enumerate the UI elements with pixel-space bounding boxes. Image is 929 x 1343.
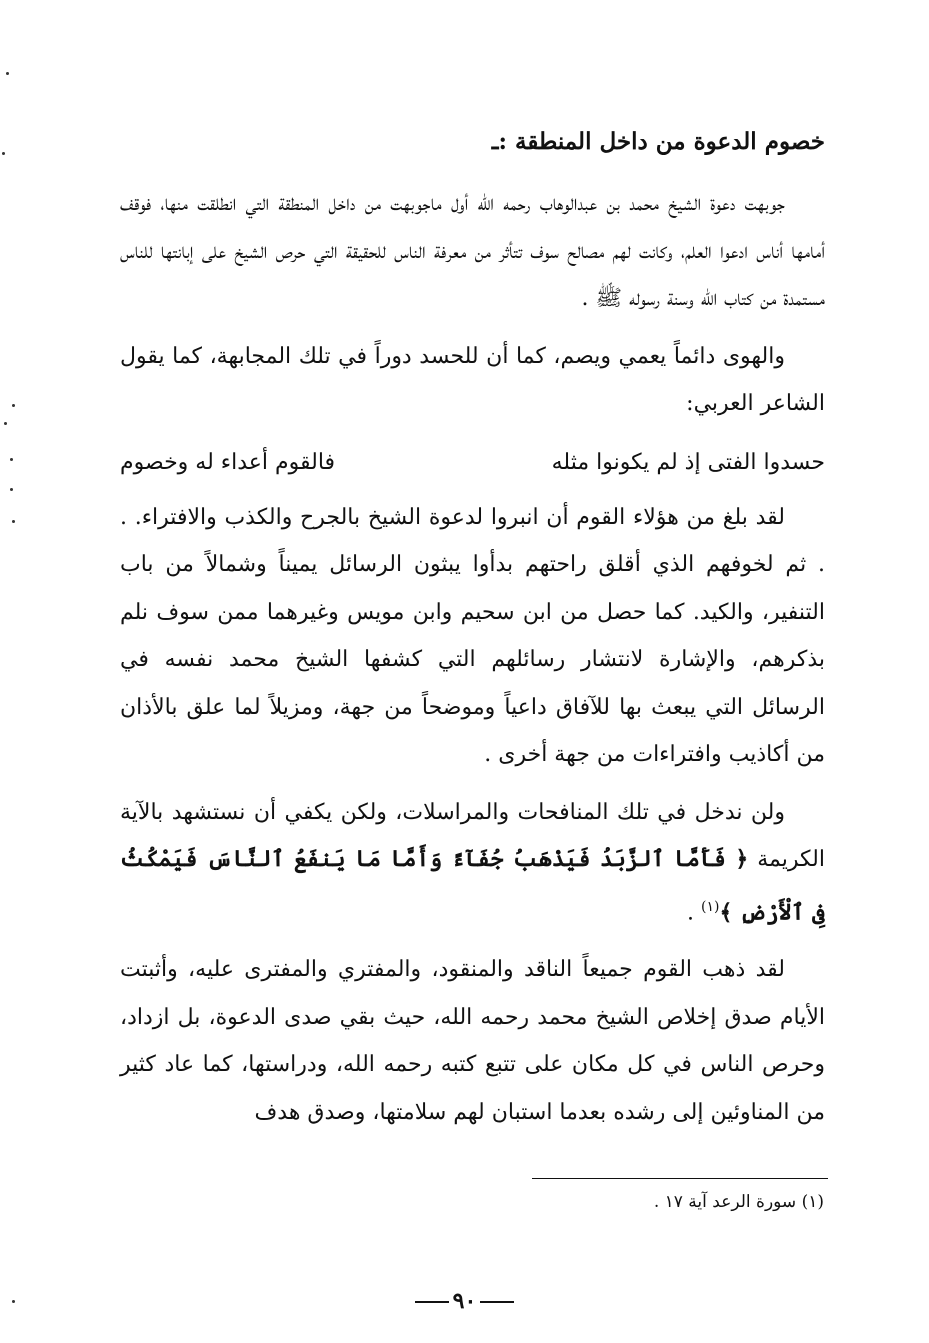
footnote-reference: (١): [700, 898, 720, 915]
quran-after-text: .: [686, 899, 694, 925]
paragraph-3: لقد بلغ من هؤلاء القوم أن انبروا لدعوة الشيخ بالجرح والكذب والافتراء. . . ثم لخوفهم الذي أقلق راحتهم بدأوا يبثون الرسائل يميناً وشمالاً من باب التنفير، والكيد. كما حصل من ابن سحيم وابن مويس وغيرهما ممن سوف نلم بذكرهم، والإشارة لانتشار رسائلهم التي كشفها الشيخ محمد نفسه في الرسائل التي يبعث بها للآفاق داعياً وموضحاً من جهة، ومزيلاً لما علق بالأذان من أكاذيب وافتراءات من جهة أخرى .: [120, 504, 825, 767]
footnote: (١) سورة الرعد آية ١٧ .: [653, 1192, 824, 1212]
page-number-dash-right: [415, 1301, 449, 1303]
verse-second-hemistich: فالقوم أعداء له وخصوم: [120, 449, 336, 475]
verse-first-hemistich: حسدوا الفتى إذ لم يكونوا مثله: [551, 449, 825, 475]
section-heading: خصوم الدعوة من داخل المنطقة :ـ: [491, 128, 825, 155]
page-number: [0, 1288, 929, 1314]
paragraph-final: لقد ذهب القوم جميعاً الناقد والمنقود، والمفتري والمفترى عليه، وأثبتت الأيام صدق إخلاص الشيخ محمد رحمه الله، حيث بقي صدى الدعوة، بل ازداد، وحرص الناس في كل مكان على تتبع كتبه رحمه الله، ودراستها، كما عاد كثير من المناوئين إلى رشده بعدما استبان لهم سلامتها، وصدق هدف: [120, 957, 825, 1125]
page-number-value: ٩٠: [452, 1288, 477, 1314]
footnote-divider: [532, 1178, 828, 1179]
paragraph-2: والهوى دائماً يعمي ويصم، كما أن للحسد دوراً في تلك المجابهة، كما يقول الشاعر العربي:: [120, 343, 825, 416]
quran-intro-text: ولن ندخل في تلك المنافحات والمراسلات، ولكن يكفي أن نستشهد بالآية الكريمة: [120, 799, 825, 872]
paragraph-1: جوبهت دعوة الشيخ محمد بن عبدالوهاب رحمه الله أول ماجوبهت من داخل المنطقة التي انطلقت منها، فوقف أمامها أناس ادعوا العلم، وكانت لهم مصالح سوف تتأثر من معرفة الناس للحقيقة التي حرص الشيخ على إبانتها للناس مستمدة من كتاب الله وسنة رسوله ﷺ .: [120, 191, 825, 311]
paragraph-quran: [120, 789, 825, 937]
quran-ayah: ﴿ فَأَمَّا ٱلزَّبَدُ فَيَذْهَبُ جُفَآءً وَأَمَّا مَا يَنفَعُ ٱلنَّاسَ فَيَمْكُثُ فِى ٱلْأَرْضِ ﴾: [120, 846, 825, 925]
poetry-verse: [120, 438, 825, 488]
body-text: [120, 180, 825, 1146]
page-number-dash-left: [480, 1301, 514, 1303]
